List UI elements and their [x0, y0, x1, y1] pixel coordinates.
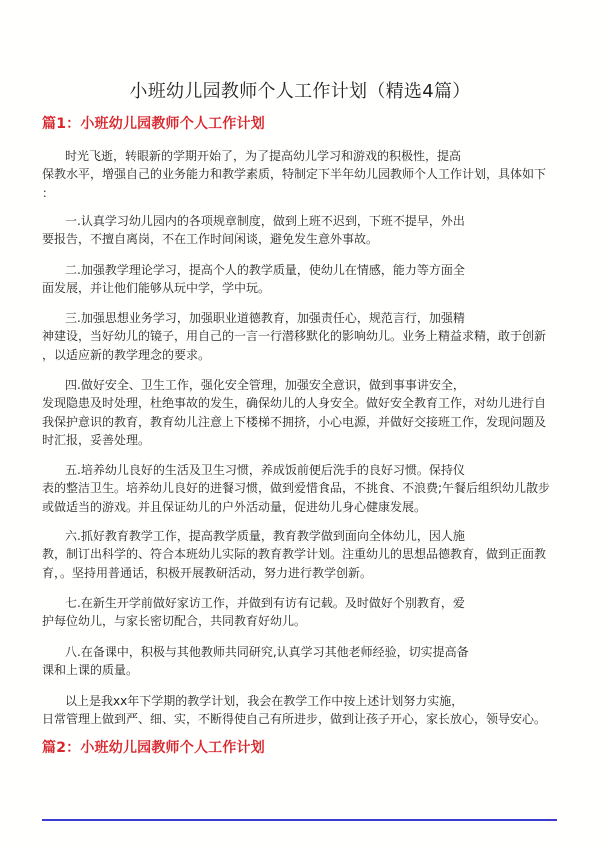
- paragraph-line: 一.认真学习幼儿园内的各项规章制度，做到上班不迟到，下班不提早，外出: [65, 214, 465, 228]
- paragraph-line: 时光飞逝，转眼新的学期开始了，为了提高幼儿学习和游戏的积极性，提高: [65, 149, 462, 163]
- paragraph-line: 日常管理上做到严、细、实，不断得使自己有所进步，做到让孩子开心，家长放心，领导安心。: [42, 712, 547, 727]
- paragraph-item-7: [42, 594, 562, 631]
- paragraph-line: 七.在新生开学前做好家访工作，并做到有访有记载。及时做好个别教育，爱: [65, 596, 465, 610]
- paragraph-line: 表的整洁卫生。培养幼儿良好的进餐习惯，做到爱惜食品，不挑食、不浪费;午餐后组织幼儿散步: [42, 481, 551, 496]
- paragraph-line: 发现隐患及时处理，杜绝事故的发生，确保幼儿的人身安全。做好安全教育工作，对幼儿进行自: [42, 396, 547, 411]
- document-title: 小班幼儿园教师个人工作计划（精选4篇）: [129, 81, 471, 102]
- paragraph-line: ：: [42, 185, 55, 200]
- paragraph-line: 我保护意识的教育，教育幼儿注意上下楼梯不拥挤，小心电源，并做好交接班工作，发现问题及: [42, 414, 547, 429]
- paragraph-line: 时汇报，妥善处理。: [42, 433, 151, 448]
- paragraph-line: 六.抓好教育教学工作，提高教学质量，教育教学做到面向全体幼儿，因人施: [65, 529, 465, 543]
- section-heading-2: 篇2：小班幼儿园教师个人工作计划: [42, 740, 265, 756]
- section-heading-1: 篇1：小班幼儿园教师个人工作计划: [42, 116, 265, 132]
- paragraph-item-8: [42, 643, 562, 680]
- paragraph-line: 神建设，当好幼儿的镜子，用自己的一言一行潜移默化的影响幼儿。业务上精益求精，敢于创新: [42, 329, 547, 344]
- paragraph-item-4: [42, 376, 562, 450]
- paragraph-line: 要报告，不擅自离岗，不在工作时间闲谈，避免发生意外事故。: [42, 232, 379, 247]
- paragraph-line: 二.加强教学理论学习，提高个人的教学质量，使幼儿在情感，能力等方面全: [65, 263, 465, 277]
- page-footer-rule: [42, 819, 557, 821]
- paragraph-line: 课和上课的质量。: [42, 663, 139, 678]
- paragraph-line: 保教水平，增强自己的业务能力和教学素质，特制定下半年幼儿园教师个人工作计划，具体如下: [42, 167, 547, 182]
- paragraph-item-3: [42, 309, 562, 364]
- paragraph-item-5: [42, 461, 562, 516]
- paragraph-line: 育，。坚持用普通话，积极开展教研活动，努力进行教学创新。: [42, 565, 373, 580]
- paragraph-line: 八.在备课中，积极与其他教师共同研究,认真学习其他老师经验，切实提高备: [65, 645, 469, 659]
- paragraph-line: 三.加强思想业务学习，加强职业道德教育，加强责任心，规范言行，加强精: [65, 311, 465, 325]
- paragraph-line: 或做适当的游戏。并且保证幼儿的户外活动量，促进幼儿身心健康发展。: [42, 499, 427, 514]
- paragraph-line: 护每位幼儿，与家长密切配合，共同教育好幼儿。: [42, 614, 307, 629]
- paragraph-item-6: [42, 527, 562, 582]
- paragraph-line: 教，制订出科学的、符合本班幼儿实际的教育教学计划。注重幼儿的思想品德教育，做到正面教: [42, 547, 547, 562]
- paragraph-line: 四.做好安全、卫生工作，强化安全管理，加强安全意识，做到事事讲安全，: [65, 378, 465, 392]
- paragraph-conclusion: [42, 692, 562, 729]
- paragraph-line: 面发展，并让他们能够从玩中学，学中玩。: [42, 281, 271, 296]
- paragraph-line: 以上是我xx年下学期的教学计划，我会在教学工作中按上述计划努力实施，: [65, 694, 464, 708]
- paragraph-line: ，以适应新的教学理念的要求。: [42, 347, 211, 362]
- paragraph-line: 五.培养幼儿良好的生活及卫生习惯，养成饭前便后洗手的良好习惯。保持仪: [65, 463, 465, 477]
- paragraph-item-2: [42, 261, 562, 298]
- paragraph-intro: [42, 147, 562, 202]
- paragraph-item-1: [42, 212, 562, 249]
